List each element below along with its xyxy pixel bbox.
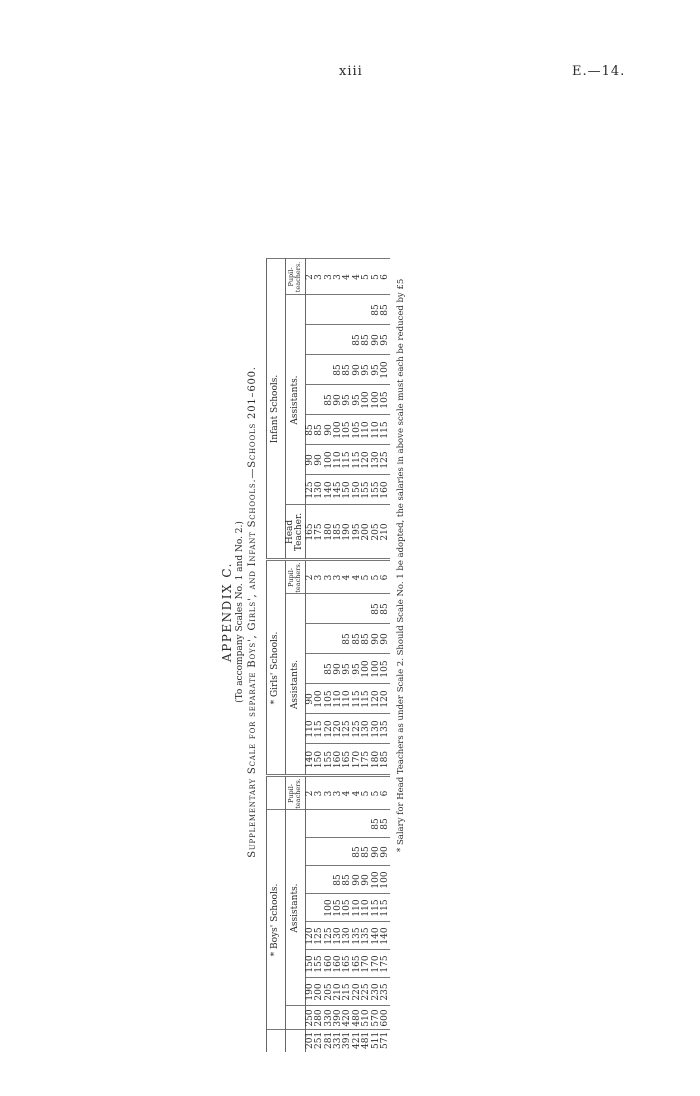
boys-assistant-cell	[305, 838, 315, 866]
boys-assistant-cell: 155	[315, 950, 324, 978]
infant-assistant-cell: 95	[372, 355, 381, 385]
girls-assistant-cell: 90	[372, 624, 381, 654]
infant-pupil-teachers-cell: 6	[381, 259, 390, 295]
girls-assistant-cell: 110	[343, 684, 352, 714]
girls-assistant-cell: 115	[362, 684, 371, 714]
infant-assistant-cell: 130	[372, 445, 381, 475]
girls-assistant-cell: 125	[343, 714, 352, 744]
attendance-cell: 391	[342, 1031, 353, 1049]
infant-head-teacher-header: Head Teacher.	[286, 505, 306, 560]
boys-assistant-cell	[325, 838, 334, 866]
infant-head-teacher-cell: 195	[353, 505, 362, 560]
attendance-cell: 421	[351, 1031, 362, 1049]
girls-assistant-cell: 105	[381, 654, 390, 684]
infant-pupil-teachers-cell: 5	[362, 259, 371, 295]
appendix-header	[220, 172, 260, 1052]
boys-head-teacher-cell: 420	[343, 1006, 352, 1030]
girls-assistant-cell	[325, 624, 334, 654]
girls-pupil-teachers-header: Pupil-teachers.	[286, 560, 306, 594]
girls-assistant-cell: 90	[381, 624, 390, 654]
infant-assistant-cell: 85	[334, 355, 343, 385]
boys-pupil-teachers-cell: 5	[362, 776, 371, 810]
boys-assistant-cell: 85	[334, 866, 343, 894]
infant-assistant-cell: 125	[381, 445, 390, 475]
infant-assistant-cell: 130	[315, 475, 324, 505]
girls-assistant-cell: 105	[325, 684, 334, 714]
attendance-cell: 331	[333, 1031, 344, 1049]
boys-assistant-cell	[315, 866, 324, 894]
appendix-title: APPENDIX C.	[220, 562, 234, 662]
page-number: xiii	[339, 64, 363, 79]
girls-assistant-cell: 135	[381, 714, 390, 744]
infant-head-teacher-cell: 190	[343, 505, 352, 560]
infant-assistants-header: Assistants.	[286, 295, 306, 505]
boys-schools-header: * Boys' Schools.	[267, 810, 286, 1030]
infant-assistant-cell	[334, 325, 343, 355]
girls-assistant-cell: 120	[325, 714, 334, 744]
boys-assistant-cell: 130	[343, 922, 352, 950]
infant-assistant-cell	[325, 325, 334, 355]
girls-assistant-cell: 95	[343, 654, 352, 684]
infant-head-teacher-cell: 205	[372, 505, 381, 560]
salary-scale-body	[305, 259, 390, 1052]
infant-assistant-cell: 105	[343, 415, 352, 445]
boys-assistant-cell	[334, 810, 343, 838]
girls-assistant-cell: 85	[362, 624, 371, 654]
girls-assistant-cell	[353, 594, 362, 624]
boys-assistant-cell	[353, 810, 362, 838]
footnote: * Salary for Head Teachers as under Scale 2. Should Scale No. 1 be adopted, the salaries in above scale must each be reduced by £5	[396, 278, 407, 852]
appendix-heading: Supplementary Scale for separate Boys', Girls', and Infant Schools.—Schools 201–600.	[247, 366, 258, 858]
boys-assistant-cell: 85	[343, 866, 352, 894]
girls-pupil-teachers-cell: 3	[325, 560, 334, 594]
infant-assistant-cell: 95	[362, 355, 371, 385]
boys-assistant-cell: 210	[334, 978, 343, 1006]
boys-head-teacher-cell: 390	[334, 1006, 343, 1030]
boys-assistant-cell: 220	[353, 978, 362, 1006]
infant-assistant-cell: 85	[305, 415, 315, 445]
girls-assistant-cell: 85	[372, 594, 381, 624]
infant-pupil-teachers-cell: 3	[334, 259, 343, 295]
boys-assistant-cell: 140	[372, 922, 381, 950]
infant-assistant-cell: 85	[343, 355, 352, 385]
girls-assistant-cell	[305, 654, 315, 684]
boys-assistant-cell: 85	[381, 810, 390, 838]
boys-assistant-cell: 120	[305, 922, 315, 950]
girls-assistant-cell: 100	[362, 654, 371, 684]
boys-assistant-cell: 100	[372, 866, 381, 894]
girls-pupil-teachers-cell: 5	[362, 560, 371, 594]
boys-assistant-cell: 100	[325, 894, 334, 922]
girls-assistant-cell: 110	[305, 714, 315, 744]
infant-assistant-cell	[305, 325, 315, 355]
boys-assistant-cell: 125	[315, 922, 324, 950]
infant-assistant-cell: 145	[334, 475, 343, 505]
infant-assistant-cell: 85	[381, 295, 390, 325]
infant-pupil-teachers-cell: 2	[305, 259, 315, 295]
girls-assistant-cell: 120	[372, 684, 381, 714]
infant-assistant-cell: 90	[334, 385, 343, 415]
girls-pupil-teachers-cell: 6	[381, 560, 390, 594]
infant-pupil-teachers-cell: 5	[372, 259, 381, 295]
infant-assistant-cell: 110	[372, 415, 381, 445]
boys-assistant-cell: 115	[381, 894, 390, 922]
infant-assistant-cell: 95	[343, 385, 352, 415]
boys-assistant-cell: 100	[381, 866, 390, 894]
girls-head-teacher-cell: 165	[343, 744, 352, 776]
boys-head-teacher-cell: 570	[372, 1006, 381, 1030]
infant-assistant-cell: 115	[381, 415, 390, 445]
boys-assistant-cell: 115	[372, 894, 381, 922]
girls-assistants-header: Assistants.	[286, 594, 306, 776]
infant-pupil-teachers-cell: 4	[353, 259, 362, 295]
infant-assistant-cell: 85	[315, 415, 324, 445]
girls-head-teacher-cell: 140	[305, 744, 315, 776]
infant-assistant-cell: 110	[334, 445, 343, 475]
boys-assistant-cell: 190	[305, 978, 315, 1006]
infant-head-teacher-cell: 175	[315, 505, 324, 560]
infant-assistant-cell: 115	[343, 445, 352, 475]
girls-schools-header: * Girls' Schools.	[267, 560, 286, 776]
girls-assistant-cell: 110	[334, 684, 343, 714]
girls-assistant-cell	[305, 594, 315, 624]
infant-assistant-cell: 90	[372, 325, 381, 355]
infant-assistant-cell: 90	[325, 415, 334, 445]
girls-head-teacher-cell: 160	[334, 744, 343, 776]
infant-assistant-cell: 85	[372, 295, 381, 325]
boys-assistant-cell	[325, 810, 334, 838]
girls-pupil-teachers-cell: 4	[353, 560, 362, 594]
boys-assistant-cell: 105	[334, 894, 343, 922]
rotated-page-content	[220, 172, 490, 1052]
infant-assistant-cell	[325, 295, 334, 325]
infant-assistant-cell	[305, 295, 315, 325]
infant-pupil-teachers-cell: 3	[315, 259, 324, 295]
infant-assistant-cell: 125	[305, 475, 315, 505]
girls-assistant-cell: 85	[343, 624, 352, 654]
boys-assistant-cell: 235	[381, 978, 390, 1006]
boys-assistant-cell: 90	[362, 866, 371, 894]
boys-assistant-cell: 90	[353, 866, 362, 894]
girls-assistant-cell	[315, 594, 324, 624]
boys-pupil-teachers-cell: 6	[381, 776, 390, 810]
girls-assistant-cell: 125	[353, 714, 362, 744]
girls-assistant-cell: 100	[372, 654, 381, 684]
girls-pupil-teachers-cell: 3	[315, 560, 324, 594]
boys-pupil-teachers-header: Pupil-teachers.	[286, 776, 306, 810]
boys-assistant-cell	[334, 838, 343, 866]
girls-assistant-cell: 95	[353, 654, 362, 684]
attendance-cell: 511	[370, 1031, 381, 1049]
boys-assistants-header: Assistants.	[286, 810, 306, 1006]
infant-assistant-cell: 100	[381, 355, 390, 385]
boys-assistant-cell: 205	[325, 978, 334, 1006]
infant-assistant-cell: 90	[305, 445, 315, 475]
boys-pupil-teachers-cell: 5	[372, 776, 381, 810]
girls-head-teacher-cell: 170	[353, 744, 362, 776]
infant-head-teacher-cell: 165	[305, 505, 315, 560]
infant-assistant-cell: 105	[381, 385, 390, 415]
girls-assistant-cell	[334, 594, 343, 624]
boys-assistant-cell: 110	[353, 894, 362, 922]
boys-assistant-cell: 175	[381, 950, 390, 978]
girls-pupil-teachers-cell: 2	[305, 560, 315, 594]
document-reference: E.—14.	[572, 64, 626, 79]
boys-assistant-cell: 135	[362, 922, 371, 950]
girls-pupil-teachers-cell: 4	[343, 560, 352, 594]
girls-assistant-cell: 130	[372, 714, 381, 744]
girls-pupil-teachers-cell: 3	[334, 560, 343, 594]
boys-assistant-cell: 130	[334, 922, 343, 950]
infant-head-teacher-cell: 200	[362, 505, 371, 560]
boys-assistant-cell: 135	[353, 922, 362, 950]
boys-assistant-cell: 110	[362, 894, 371, 922]
infant-assistant-cell: 110	[362, 415, 371, 445]
boys-assistant-cell: 140	[381, 922, 390, 950]
boys-assistant-cell: 230	[372, 978, 381, 1006]
boys-assistant-cell	[305, 866, 315, 894]
appendix-subtitle: (To accompany Scales No. 1 and No. 2.)	[235, 521, 245, 703]
boys-head-teacher-cell: 250	[305, 1006, 315, 1030]
girls-head-teacher-cell: 185	[381, 744, 390, 776]
boys-assistant-cell: 90	[381, 838, 390, 866]
boys-assistant-cell: 85	[362, 838, 371, 866]
infant-head-teacher-cell: 210	[381, 505, 390, 560]
boys-assistant-cell: 105	[343, 894, 352, 922]
girls-assistant-cell: 85	[325, 654, 334, 684]
boys-pupil-teachers-cell: 3	[315, 776, 324, 810]
boys-assistant-cell: 215	[343, 978, 352, 1006]
boys-head-teacher-cell: 510	[362, 1006, 371, 1030]
boys-assistant-cell: 150	[305, 950, 315, 978]
boys-pupil-teachers-cell: 4	[353, 776, 362, 810]
boys-pupil-teachers-cell: 3	[334, 776, 343, 810]
boys-assistant-cell: 125	[325, 922, 334, 950]
infant-pupil-teachers-cell: 4	[343, 259, 352, 295]
infant-assistant-cell: 100	[325, 445, 334, 475]
boys-pupil-teachers-cell: 3	[325, 776, 334, 810]
infant-pupil-teachers-header: Pupil-teachers.	[286, 259, 306, 295]
girls-assistant-cell	[343, 594, 352, 624]
infant-assistant-cell	[315, 295, 324, 325]
infant-assistant-cell: 140	[325, 475, 334, 505]
boys-head-teacher-cell: 600	[381, 1006, 390, 1030]
infant-assistant-cell: 120	[362, 445, 371, 475]
infant-assistant-cell	[315, 355, 324, 385]
boys-assistant-cell: 165	[343, 950, 352, 978]
girls-assistant-cell: 120	[334, 714, 343, 744]
girls-pupil-teachers-cell: 5	[372, 560, 381, 594]
boys-assistant-cell	[315, 838, 324, 866]
boys-assistant-cell: 85	[372, 810, 381, 838]
girls-assistant-cell: 90	[334, 654, 343, 684]
infant-assistant-cell: 100	[334, 415, 343, 445]
girls-assistant-cell: 115	[353, 684, 362, 714]
boys-assistant-cell: 90	[372, 838, 381, 866]
girls-assistant-cell: 100	[315, 684, 324, 714]
boys-assistant-cell: 160	[334, 950, 343, 978]
girls-head-teacher-cell: 155	[325, 744, 334, 776]
infant-assistant-cell	[305, 355, 315, 385]
boys-assistant-cell: 200	[315, 978, 324, 1006]
infant-assistant-cell: 95	[353, 385, 362, 415]
infant-assistant-cell: 100	[372, 385, 381, 415]
boys-assistant-cell: 165	[353, 950, 362, 978]
infant-assistant-cell: 85	[325, 385, 334, 415]
boys-head-teacher-cell: 280	[315, 1006, 324, 1030]
infant-assistant-cell: 90	[353, 355, 362, 385]
infant-assistant-cell: 150	[343, 475, 352, 505]
infant-assistant-cell: 155	[362, 475, 371, 505]
boys-pupil-teachers-cell: 2	[305, 776, 315, 810]
boys-assistant-cell: 170	[372, 950, 381, 978]
girls-assistant-cell	[325, 594, 334, 624]
girls-head-teacher-cell: 175	[362, 744, 371, 776]
boys-assistant-cell: 85	[353, 838, 362, 866]
infant-assistant-cell	[353, 295, 362, 325]
boys-assistant-cell	[305, 810, 315, 838]
infant-head-teacher-cell: 180	[325, 505, 334, 560]
boys-assistant-cell	[343, 810, 352, 838]
girls-assistant-cell	[315, 624, 324, 654]
boys-assistant-cell: 160	[325, 950, 334, 978]
infant-assistant-cell: 90	[315, 445, 324, 475]
attendance-cell: 481	[361, 1031, 372, 1049]
boys-assistant-cell	[315, 810, 324, 838]
infant-head-teacher-cell: 185	[334, 505, 343, 560]
girls-assistant-cell: 115	[315, 714, 324, 744]
attendance-cell: 251	[314, 1031, 325, 1049]
column-header-row	[286, 259, 306, 1052]
girls-head-teacher-cell: 150	[315, 744, 324, 776]
infant-assistant-cell: 85	[353, 325, 362, 355]
girls-assistant-cell	[305, 624, 315, 654]
table-row	[381, 259, 390, 1052]
boys-assistant-cell	[305, 894, 315, 922]
infant-assistant-cell	[315, 325, 324, 355]
group-header-row	[267, 259, 286, 1052]
boys-assistant-cell: 170	[362, 950, 371, 978]
girls-assistant-cell: 85	[353, 624, 362, 654]
infant-assistant-cell: 160	[381, 475, 390, 505]
infant-assistant-cell: 100	[362, 385, 371, 415]
boys-head-teacher-cell: 480	[353, 1006, 362, 1030]
boys-head-teacher-cell: 330	[325, 1006, 334, 1030]
infant-schools-header: Infant Schools.	[267, 259, 286, 560]
girls-assistant-cell: 90	[305, 684, 315, 714]
infant-assistant-cell	[305, 385, 315, 415]
girls-assistant-cell: 120	[381, 684, 390, 714]
attendance-cell: 201	[304, 1031, 315, 1049]
infant-assistant-cell: 115	[353, 445, 362, 475]
infant-assistant-cell: 95	[381, 325, 390, 355]
infant-assistant-cell: 150	[353, 475, 362, 505]
girls-head-teacher-cell: 180	[372, 744, 381, 776]
infant-assistant-cell: 85	[362, 325, 371, 355]
infant-assistant-cell	[334, 295, 343, 325]
girls-assistant-cell: 85	[381, 594, 390, 624]
infant-pupil-teachers-cell: 3	[325, 259, 334, 295]
boys-pupil-teachers-cell: 4	[343, 776, 352, 810]
infant-assistant-cell	[343, 295, 352, 325]
infant-assistant-cell: 105	[353, 415, 362, 445]
girls-assistant-cell: 130	[362, 714, 371, 744]
salary-scale-table	[266, 259, 390, 1053]
infant-assistant-cell: 155	[372, 475, 381, 505]
attendance-cell: 281	[323, 1031, 334, 1049]
attendance-cell: 571	[380, 1031, 391, 1049]
boys-assistant-cell: 225	[362, 978, 371, 1006]
